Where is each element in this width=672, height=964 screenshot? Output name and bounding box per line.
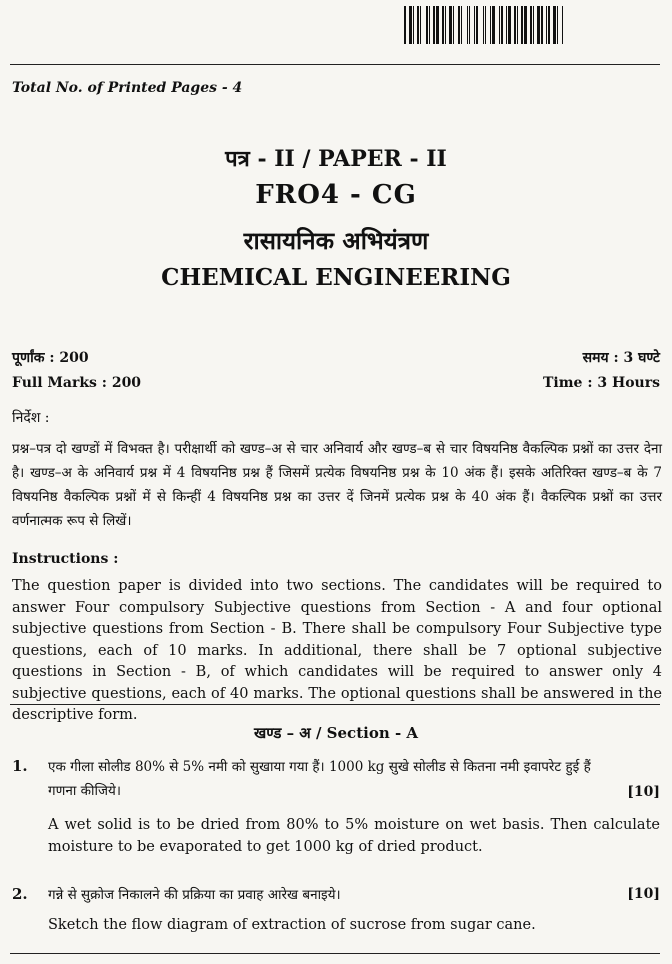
barcode-bar (499, 6, 500, 44)
full-marks-hindi: पूर्णांक : 200 (12, 350, 89, 366)
section-rule (10, 704, 660, 705)
question-number: 2. (12, 885, 28, 903)
barcode-bar (517, 6, 518, 44)
question-hindi: गन्ने से सुक्रोज निकालने की प्रक्रिया का प्रवाह आरेख बनाइये। (48, 887, 341, 903)
barcode-bar (426, 6, 428, 44)
barcode-bar (501, 6, 503, 44)
instructions-hindi-text: प्रश्न–पत्र दो खण्डों में विभक्त है। परीक्षार्थी को खण्ड–अ से चार अनिवार्य और खण्ड–ब से चार विषयनिष्ठ वैकल्पिक प्रश्नों का उत्तर देना है। खण्ड–अ के अनिवार्य प्रश्न में 4 विषयनिष्ठ प्रश्न हैं जिसमें प्रत्येक विषयनिष्ठ प्रश्न के 10 अंक हैं। इसके अतिरिक्त खण्ड–ब के 7 विषयनिष्ठ वैकल्पिक प्रश्नों में से किन्हीं 4 विषयनिष्ठ प्रश्न का उत्तर दें जिनमें प्रत्येक प्रश्न के 40 अंक हैं। वैकल्पिक प्रश्नों का उत्तर वर्णनात्मक रूप से लिखें। (12, 441, 662, 529)
barcode-bar (436, 6, 439, 44)
printed-pages: Total No. of Printed Pages - 4 (12, 80, 243, 96)
barcode-bar (514, 6, 516, 44)
barcode-bar (453, 6, 454, 44)
barcode-bar (557, 6, 558, 44)
barcode-bar (541, 6, 543, 44)
time-english: Time : 3 Hours (543, 375, 660, 391)
instructions-hindi-heading: निर्देश : (12, 410, 50, 426)
full-marks-english: Full Marks : 200 (12, 375, 142, 391)
barcode-bar (409, 6, 412, 44)
barcode-bar (476, 6, 478, 44)
barcode-bar (483, 6, 484, 44)
barcode-bar (420, 6, 421, 44)
barcode-bar (521, 6, 523, 44)
barcode-bar (546, 6, 547, 44)
question-marks: [10] (627, 784, 660, 800)
footer-rule (10, 953, 660, 954)
barcode-bar (433, 6, 435, 44)
instructions-english-heading: Instructions : (12, 551, 119, 567)
question-marks: [10] (627, 886, 660, 902)
subject-english: CHEMICAL ENGINEERING (161, 264, 511, 291)
barcode-bar (467, 6, 468, 44)
question-english: A wet solid is to be dried from 80% to 5% moisture on wet basis. Then calculate moisture to be evaporated to get 1000 kg of dried product. (48, 817, 660, 855)
barcode-bar (445, 6, 446, 44)
section-a-heading: खण्ड – अ / Section - A (253, 724, 419, 742)
barcode-bar (562, 6, 563, 44)
barcode-bar (461, 6, 462, 44)
barcode-bar (490, 6, 491, 44)
paper-code: FRO4 - CG (255, 180, 417, 210)
time-hindi: समय : 3 घण्टे (582, 350, 660, 366)
barcode-bar (537, 6, 540, 44)
paper-title: पत्र - II / PAPER - II (225, 146, 447, 172)
barcode-bar (429, 6, 430, 44)
barcode-bar (474, 6, 475, 44)
header-rule (10, 64, 660, 65)
barcode-bar (458, 6, 460, 44)
barcode-bar (530, 6, 532, 44)
barcode-bar (492, 6, 495, 44)
barcode-bar (404, 6, 406, 44)
question-number: 1. (12, 757, 28, 775)
barcode (404, 6, 658, 44)
barcode-bar (469, 6, 470, 44)
barcode-bar (533, 6, 534, 44)
barcode-bar (485, 6, 486, 44)
question-english: Sketch the flow diagram of extraction of sucrose from sugar cane. (48, 917, 536, 933)
barcode-bar (524, 6, 527, 44)
barcode-bar (548, 6, 550, 44)
barcode-bar (442, 6, 444, 44)
barcode-bar (417, 6, 419, 44)
question-hindi: एक गीला सोलीड 80% से 5% नमी को सुखाया गया हैं। 1000 kg सुखे सोलीड से कितना नमी इवापरेट हुई हैं गणना कीजिये। (48, 759, 591, 799)
barcode-bar (508, 6, 511, 44)
subject-hindi: रासायनिक अभियंत्रण (243, 226, 429, 255)
barcode-bar (413, 6, 414, 44)
barcode-bar (506, 6, 507, 44)
instructions-english-text: The question paper is divided into two sections. The candidates will be required to answer Four compulsory Subjective questions from Section - A and four optional subjective questions from Section - B. There shall be compulsory Four Subjective type questions, each of 10 marks. In additional, there shall be 7 optional subjective questions in Section - B, of which candidates will be required to answer only 4 subjective questions, each of 40 marks. The optional questions shall be answered in the descriptive form. (12, 578, 662, 723)
barcode-bar (553, 6, 556, 44)
barcode-bar (449, 6, 452, 44)
